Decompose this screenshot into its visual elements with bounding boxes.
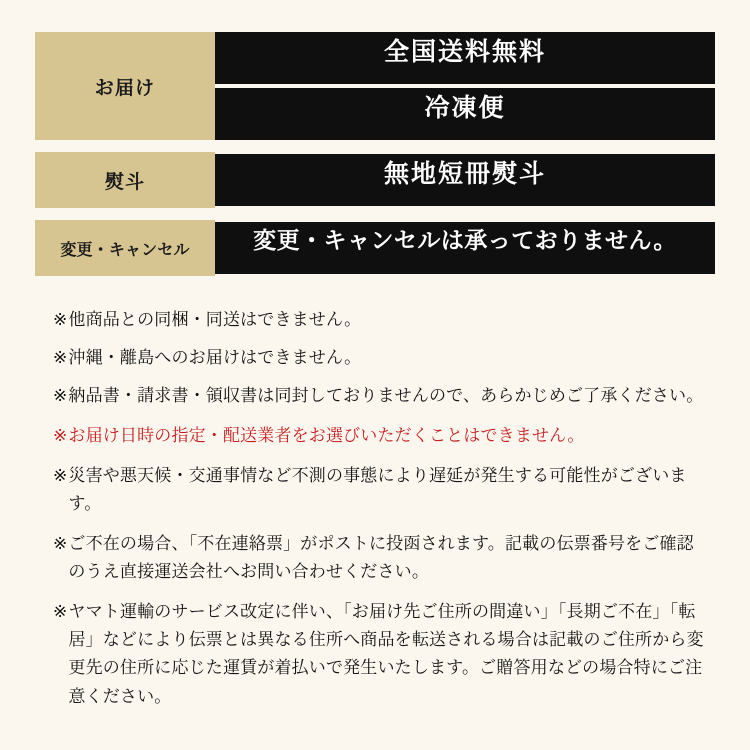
spec-value-cancel: 変更・キャンセルは承っておりません。 (215, 222, 715, 274)
note-text: 災害や悪天候・交通事情など不測の事態により遅延が発生する可能性がございます。 (68, 466, 687, 514)
note-text: 他商品との同梱・同送はできません。 (68, 310, 362, 329)
note-marker-icon: ※ (53, 348, 68, 368)
note-text: ご不在の場合、「不在連絡票」がポストに投函されます。記載の伝票番号をご確認のうえ直接運送会社へお問い合わせください。 (68, 534, 694, 582)
spacer-cell-left (35, 212, 215, 216)
note-marker-icon: ※ (53, 426, 68, 446)
note-text: 納品書・請求書・領収書は同封しておりませんので、あらかじめご了承ください。 (68, 386, 704, 406)
list-item (53, 344, 705, 372)
note-text: 沖縄・離島へのお届けはできません。 (68, 348, 362, 368)
note-text-alert: お届け日時の指定・配送業者をお選びいただくことはできません。 (68, 426, 585, 446)
spacer-cell-right (215, 212, 715, 216)
value-stack (215, 32, 715, 140)
spec-table (35, 28, 715, 280)
spec-value-free-shipping: 全国送料無料 (215, 32, 715, 84)
list-item (53, 462, 705, 518)
table-row (35, 32, 715, 140)
row-spacer (35, 212, 715, 216)
spec-label-delivery: お届け (35, 32, 215, 140)
note-marker-icon: ※ (53, 466, 68, 486)
note-marker-icon: ※ (53, 534, 68, 554)
table-row (35, 152, 715, 208)
table-row (35, 220, 715, 276)
notes-list (35, 306, 715, 711)
spacer-cell-left (35, 144, 215, 148)
spacer-cell-right (215, 144, 715, 148)
spec-label-cancel: 変更・キャンセル (35, 220, 215, 276)
list-item (53, 598, 705, 710)
list-item (53, 530, 705, 586)
note-marker-icon: ※ (53, 602, 68, 622)
spec-value-noshi: 無地短冊熨斗 (215, 154, 715, 206)
spec-value-frozen: 冷凍便 (215, 88, 715, 140)
spec-value-cancel-group (215, 220, 715, 276)
note-marker-icon: ※ (53, 310, 68, 329)
list-item (53, 382, 705, 410)
list-item (53, 306, 705, 334)
spec-value-noshi-group (215, 152, 715, 208)
list-item-alert (53, 422, 705, 450)
spec-value-delivery-group (215, 32, 715, 140)
spec-label-noshi: 熨斗 (35, 152, 215, 208)
row-spacer (35, 144, 715, 148)
note-text: ヤマト運輸のサービス改定に伴い、「お届け先ご住所の間違い」「長期ご不在」「転居」などにより伝票とは異なる住所へ商品を転送される場合は記載のご住所から変更先の住所に応じた運賃が着払いで発生いたします。ご贈答用などの場合特にご注意ください。 (68, 602, 704, 706)
note-marker-icon: ※ (53, 386, 68, 406)
